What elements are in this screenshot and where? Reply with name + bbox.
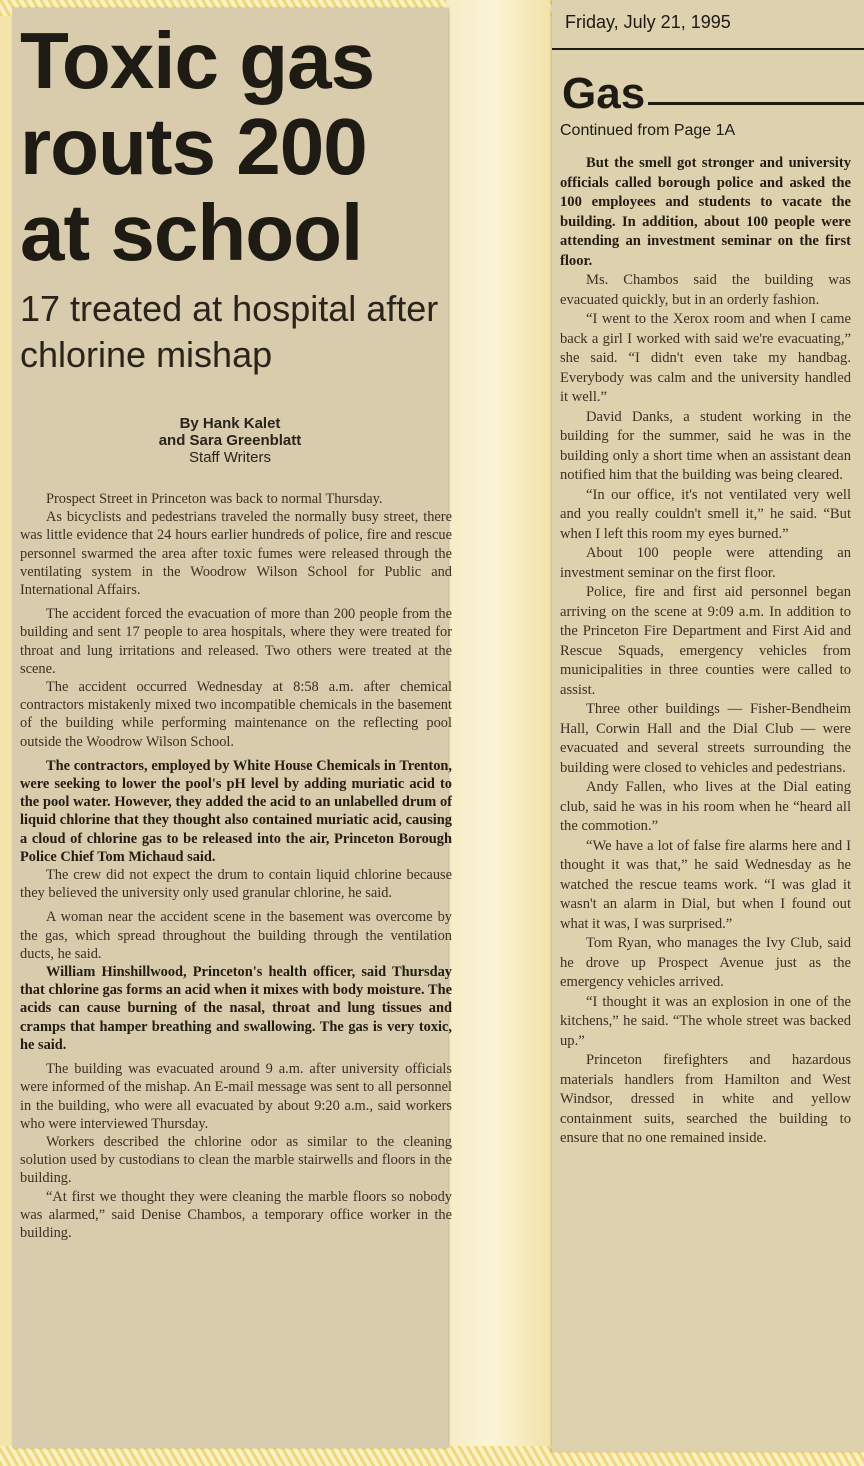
- front-article-body: [20, 490, 452, 1242]
- front-paragraph: Workers described the chlorine odor as similar to the cleaning solution used by custodians to clean the marble stairwells and floors in the building.: [20, 1133, 452, 1187]
- jump-paragraph: David Danks, a student working in the building for the summer, said he was in the building only a short time when an assistant dean notified him that the building was being cleared.: [560, 408, 851, 483]
- byline-author-1: By Hank Kalet: [179, 415, 281, 432]
- byline-role: Staff Writers: [189, 449, 271, 466]
- continued-from-label: Continued from Page 1A: [560, 122, 736, 139]
- byline-author-2: and Sara Greenblatt: [158, 432, 302, 449]
- jump-paragraph: But the smell got stronger and university officials called borough police and asked the 100 employees and students to vacate the building. In addition, about 100 people were attending an investment seminar on the first floor.: [560, 155, 851, 269]
- jump-paragraph: Tom Ryan, who manages the Ivy Club, said he drove up Prospect Avenue just as the emergency vehicles arrived.: [560, 935, 851, 990]
- front-paragraph: Prospect Street in Princeton was back to normal Thursday.: [46, 491, 383, 507]
- header-rule: [552, 48, 864, 50]
- jump-paragraph: Police, fire and first aid personnel began arriving on the scene at 9:09 a.m. In addition to the Princeton Fire Department and First Aid and Rescue Squads, emergency vehicles from municipalities in three counties were called to assist.: [560, 584, 851, 698]
- front-paragraph: The accident occurred Wednesday at 8:58 a.m. after chemical contractors mistakenly mixed two incompatible chemicals in the basement of the building while performing maintenance on the reflecting pool outside the Woodrow Wilson School.: [20, 679, 452, 750]
- jump-paragraph: Ms. Chambos said the building was evacuated quickly, but in an orderly fashion.: [560, 272, 851, 308]
- jump-article-body: [560, 154, 851, 1149]
- scan-gap: [446, 0, 550, 1466]
- front-paragraph: William Hinshillwood, Princeton's health officer, said Thursday that chlorine gas forms an acid when it mixes with body moisture. The acids can cause burning of the nasal, throat and lung tissues and cramps that hamper breathing and swallowing. The gas is very toxic, he said.: [20, 964, 452, 1053]
- jump-title-rule: [648, 102, 864, 105]
- jump-paragraph: Andy Fallen, who lives at the Dial eating club, said he was in his room when he “heard all the commotion.”: [560, 779, 851, 834]
- jump-paragraph: “We have a lot of false fire alarms here and I thought it was that,” he said Wednesday as he watched the rescue teams work. “I was glad it wasn't an alarm in Dial, but when I found out what it was, I was surprised.”: [560, 837, 851, 932]
- subheadline: 17 treated at hospital after chlorine mishap: [20, 288, 439, 375]
- jump-paragraph: “In our office, it's not ventilated very well and you really couldn't smell it,” he said. “But when I left this room my eyes burned.”: [560, 486, 851, 542]
- front-paragraph: As bicyclists and pedestrians traveled the normally busy street, there was little evidence that 24 hours earlier hundreds of police, fire and rescue personnel swarmed the area after toxic fumes were released through the ventilating system in the Woodrow Wilson School for Public and International Affairs.: [20, 509, 452, 599]
- headline: Toxic gas routs 200 at school: [20, 16, 375, 277]
- front-paragraph: The building was evacuated around 9 a.m. after university officials were informed of the mishap. An E-mail message was sent to all personnel in the building, who were all evacuated by about 9:20 a.m., said workers who were interviewed Thursday.: [20, 1061, 452, 1132]
- jump-paragraph: About 100 people were attending an investment seminar on the first floor.: [560, 545, 851, 581]
- jump-title: Gas: [562, 69, 646, 118]
- jump-paragraph: Three other buildings — Fisher-Bendheim Hall, Corwin Hall and the Dial Club — were evacuated and several streets surrounding the building were closed to vehicles and pedestrians.: [560, 701, 851, 776]
- jump-paragraph: Princeton firefighters and hazardous materials handlers from Hamilton and West Windsor, dressed in white and yellow containment suits, searched the building to ensure that no one remained inside.: [560, 1052, 851, 1146]
- front-paragraph: The crew did not expect the drum to contain liquid chlorine because they believed the university only used granular chlorine, he said.: [20, 867, 452, 902]
- jump-paragraph: “I went to the Xerox room and when I came back a girl I worked with said we're evacuating,” she said. “I didn't even take my handbag. Everybody was calm and the university handled it well.”: [560, 311, 851, 405]
- front-paragraph: “At first we thought they were cleaning the marble floors so nobody was alarmed,” said Denise Chambos, a temporary office worker in the building.: [20, 1188, 452, 1241]
- front-paragraph: The accident forced the evacuation of more than 200 people from the building and sent 17 people to area hospitals, where they were treated for throat and lung irritations and released. Two others were treated at the scene.: [20, 606, 452, 677]
- front-paragraph: A woman near the accident scene in the basement was overcome by the gas, which spread throughout the building through the ventilation ducts, he said.: [20, 909, 452, 962]
- byline: [20, 415, 440, 466]
- front-paragraph: The contractors, employed by White House Chemicals in Trenton, were seeking to lower the pool's pH level by adding muriatic acid to the pool water. However, they added the acid to an unlabelled drum of liquid chlorine that they thought also contained muriatic acid, causing a cloud of chlorine gas to be released into the air, Princeton Borough Police Chief Tom Michaud said.: [20, 757, 452, 865]
- page-dateline: Friday, July 21, 1995: [565, 12, 731, 32]
- jump-paragraph: “I thought it was an explosion in one of the kitchens,” he said. “The whole street was backed up.”: [560, 993, 851, 1049]
